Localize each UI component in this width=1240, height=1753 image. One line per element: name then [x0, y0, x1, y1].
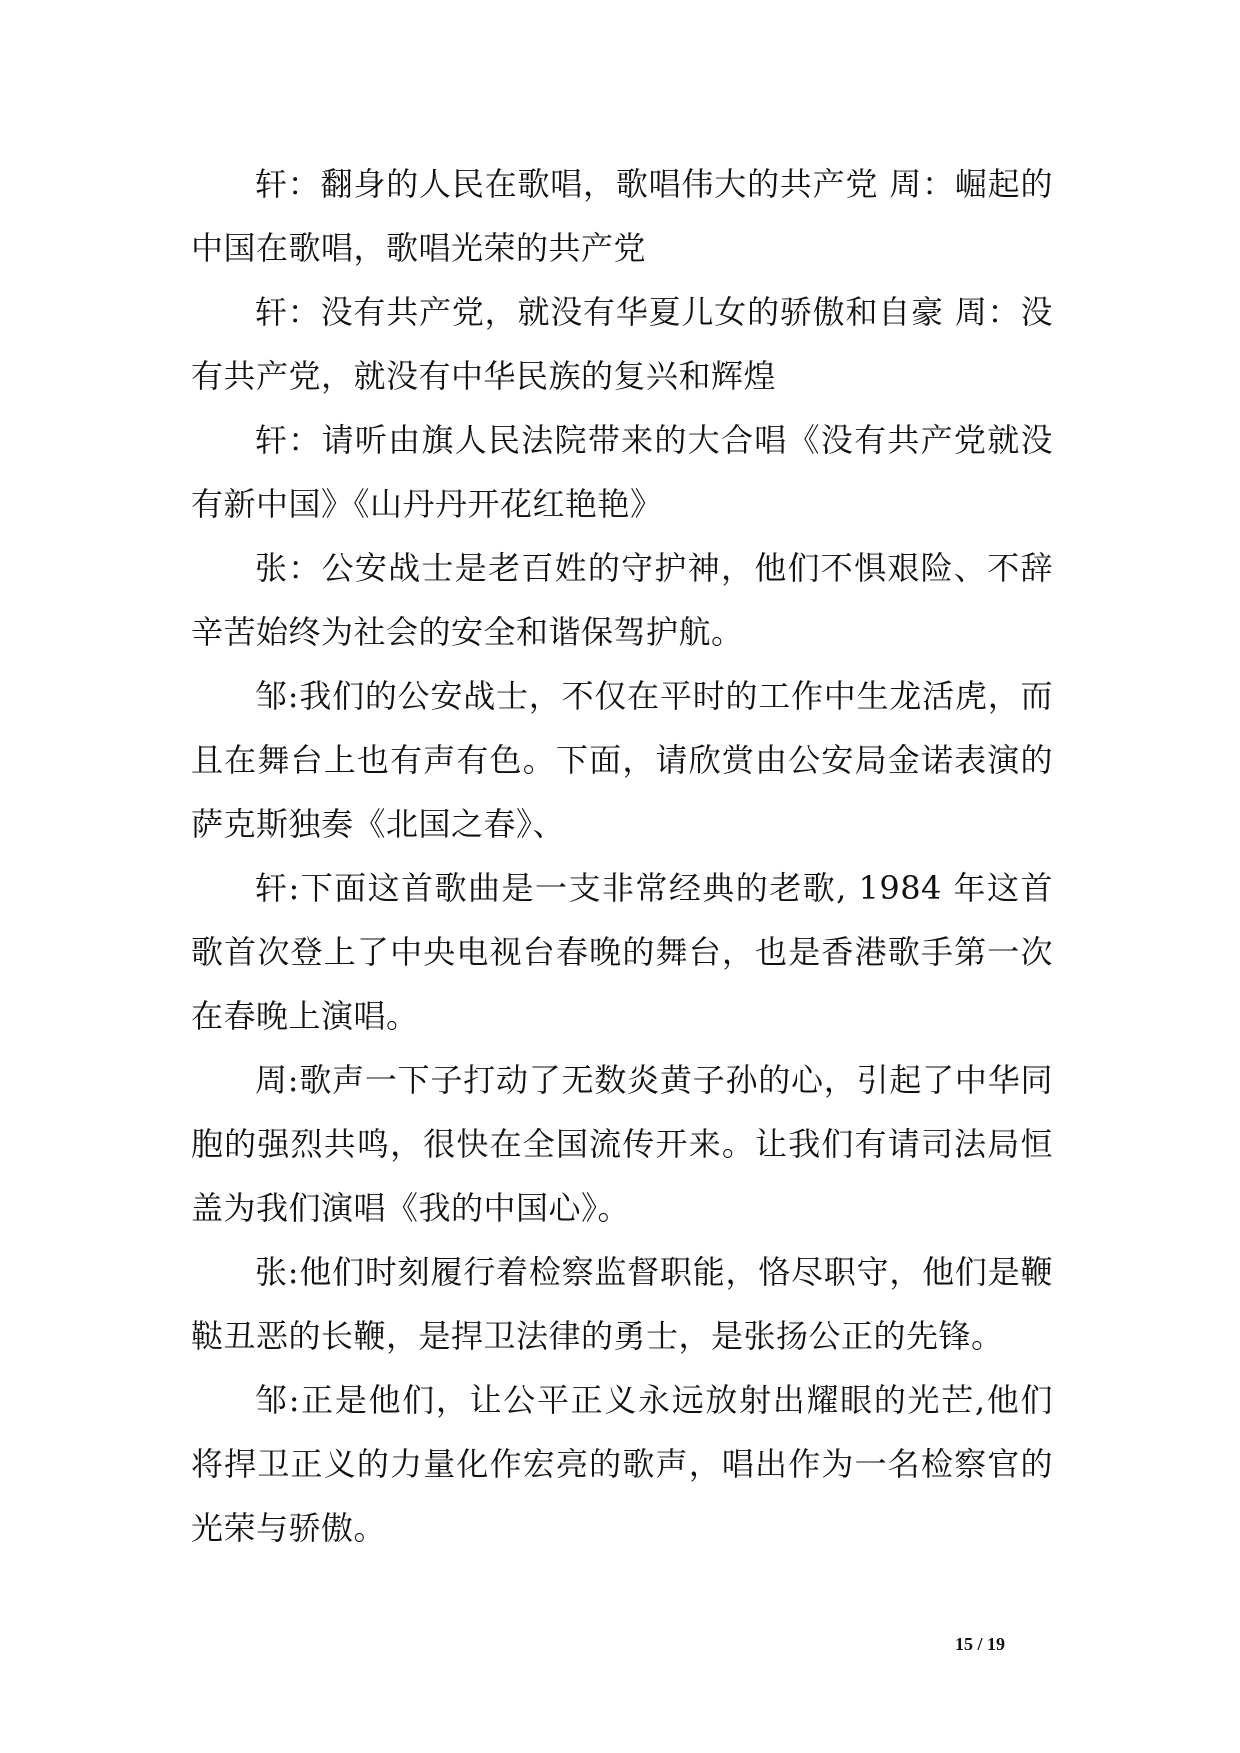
paragraph-2: 轩：没有共产党，就没有华夏儿女的骄傲和自豪 周：没有共产党，就没有中华民族的复兴和辉煌	[191, 293, 1053, 395]
paragraph-5: 邹:我们的公安战士，不仅在平时的工作中生龙活虎，而且在舞台上也有声有色。下面，请欣赏由公安局金诺表演的萨克斯独奏《北国之春》、	[191, 677, 1053, 843]
page-number: 15 / 19	[954, 1634, 1005, 1654]
paragraph-1: 轩：翻身的人民在歌唱，歌唱伟大的共产党 周：崛起的中国在歌唱，歌唱光荣的共产党	[191, 165, 1053, 267]
paragraph-6: 轩:下面这首歌曲是一支非常经典的老歌, 1984 年这首歌首次登上了中央电视台春晚的舞台，也是香港歌手第一次在春晚上演唱。	[191, 869, 1053, 1035]
paragraph-8: 张:他们时刻履行着检察监督职能，恪尽职守，他们是鞭鞑丑恶的长鞭，是捍卫法律的勇士，是张扬公正的先锋。	[191, 1253, 1053, 1355]
paragraph-3: 轩：请听由旗人民法院带来的大合唱《没有共产党就没有新中国》《山丹丹开花红艳艳》	[191, 421, 1053, 523]
paragraph-7: 周:歌声一下子打动了无数炎黄子孙的心，引起了中华同胞的强烈共鸣，很快在全国流传开来。让我们有请司法局恒盖为我们演唱《我的中国心》。	[191, 1061, 1053, 1227]
paragraph-4: 张：公安战士是老百姓的守护神，他们不惧艰险、不辞辛苦始终为社会的安全和谐保驾护航。	[191, 549, 1053, 651]
document-body	[191, 152, 1053, 1560]
paragraph-9: 邹:正是他们，让公平正义永远放射出耀眼的光芒,他们将捍卫正义的力量化作宏亮的歌声，唱出作为一名检察官的光荣与骄傲。	[191, 1381, 1053, 1547]
